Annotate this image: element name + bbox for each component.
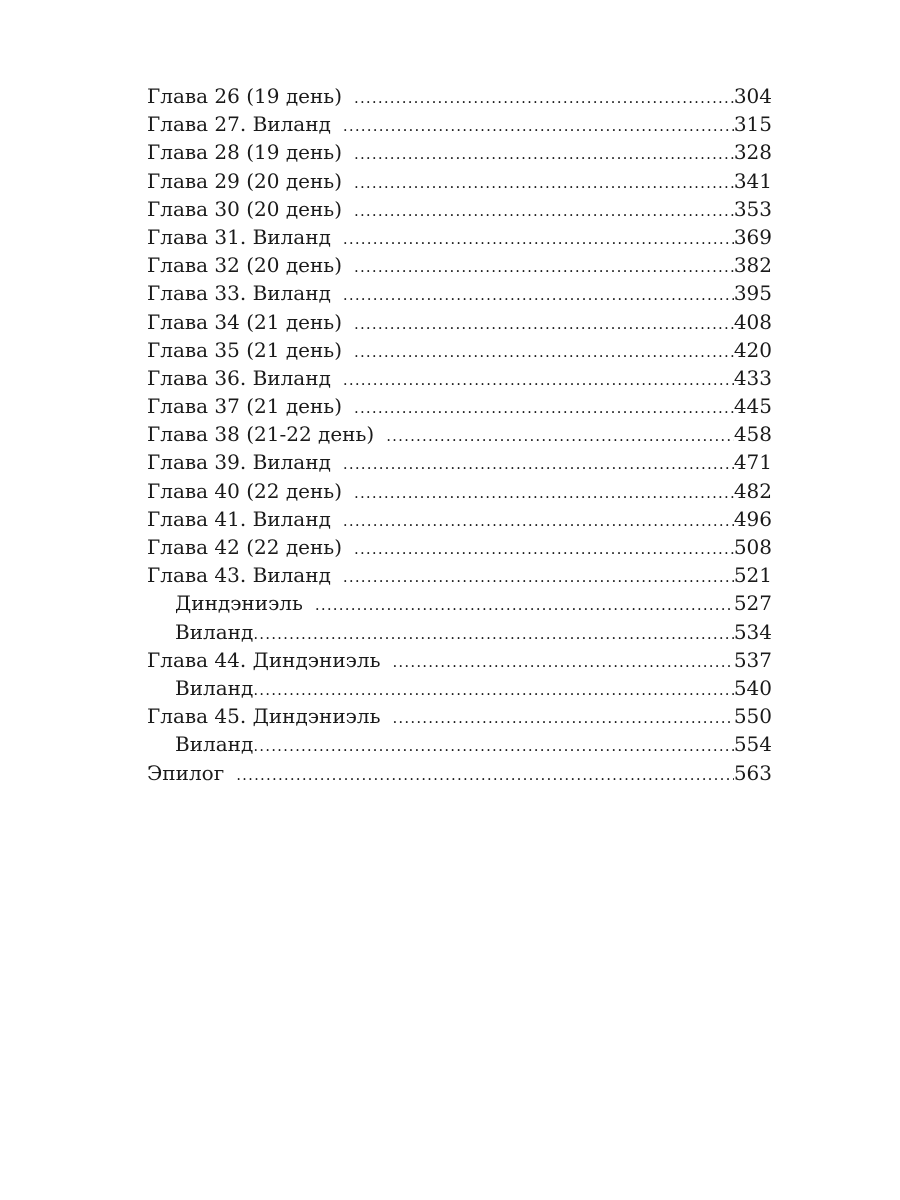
dot-leader	[392, 704, 733, 732]
toc-entry	[147, 561, 772, 589]
toc-entry-page-number: 471	[733, 450, 772, 475]
toc-entry	[147, 195, 772, 223]
toc-entry-title: Глава 43. Виланд	[147, 563, 331, 588]
toc-entry	[147, 82, 772, 110]
toc-entry-page-number: 563	[733, 760, 772, 785]
toc-entry-page-number: 382	[733, 253, 772, 278]
toc-entry-title: Глава 29 (20 день)	[147, 168, 342, 193]
toc-entry-page-number: 534	[733, 619, 772, 644]
toc-entry-page-number: 554	[733, 732, 772, 757]
dot-leader	[354, 479, 734, 507]
dot-leader	[354, 535, 734, 563]
dot-leader	[354, 394, 734, 422]
toc-entry-page-number: 433	[733, 365, 772, 390]
toc-entry-page-number: 315	[733, 112, 772, 137]
dot-leader	[354, 253, 734, 281]
toc-entry-page-number: 395	[733, 281, 772, 306]
dot-leader	[354, 338, 734, 366]
toc-entry	[147, 167, 772, 195]
toc-entry	[147, 392, 772, 420]
toc-entry-title: Глава 27. Виланд	[147, 112, 331, 137]
toc-entry	[147, 702, 772, 730]
toc-entry-title: Диндэниэль	[175, 591, 303, 616]
toc-entry-page-number: 527	[733, 591, 772, 616]
toc-subentry	[147, 674, 772, 702]
dot-leader	[343, 112, 734, 140]
toc-entry-page-number: 304	[733, 84, 772, 108]
toc-entry-title: Глава 38 (21-22 день)	[147, 422, 375, 447]
toc-entry-title: Глава 34 (21 день)	[147, 309, 342, 334]
toc-entry-title: Глава 30 (20 день)	[147, 196, 342, 221]
toc-entry-title: Глава 42 (22 день)	[147, 535, 342, 559]
toc-entry-page-number: 496	[733, 506, 772, 531]
toc-entry	[147, 138, 772, 166]
toc-entry	[147, 110, 772, 138]
toc-entry-title: Глава 31. Виланд	[147, 224, 331, 249]
toc-entry	[147, 505, 772, 533]
toc-entry-page-number: 369	[733, 224, 772, 249]
toc-entry-page-number: 353	[733, 196, 772, 221]
dot-leader	[343, 225, 734, 253]
toc-entry	[147, 251, 772, 279]
toc-entry-title: Виланд	[175, 732, 254, 757]
toc-entry-title: Глава 44. Диндэниэль	[147, 647, 381, 672]
toc-entry	[147, 448, 772, 476]
toc-entry-page-number: 408	[733, 309, 772, 334]
dot-leader	[386, 422, 734, 450]
toc-entry	[147, 279, 772, 307]
toc-entry	[147, 533, 772, 561]
dot-leader	[354, 84, 734, 112]
toc-entry-page-number: 508	[733, 535, 772, 559]
dot-leader	[343, 507, 734, 535]
dot-leader	[236, 761, 734, 789]
toc-entry-title: Глава 33. Виланд	[147, 281, 331, 306]
dot-leader	[354, 140, 734, 168]
toc-entry-title: Глава 40 (22 день)	[147, 478, 342, 503]
toc-entry-title: Глава 28 (19 день)	[147, 140, 342, 165]
toc-entry-title: Глава 32 (20 день)	[147, 253, 342, 278]
toc-entry-title: Глава 36. Виланд	[147, 365, 331, 390]
toc-entry-page-number: 540	[733, 675, 772, 700]
dot-leader	[343, 450, 734, 478]
dot-leader	[343, 563, 734, 591]
dot-leader	[392, 648, 733, 676]
toc-entry-title: Виланд	[175, 675, 254, 700]
toc-entry-page-number: 420	[733, 337, 772, 362]
toc-entry	[147, 759, 772, 787]
toc-entry-page-number: 537	[733, 647, 772, 672]
toc-entry-page-number: 550	[733, 704, 772, 729]
toc-entry-page-number: 341	[733, 168, 772, 193]
toc-entry-title: Глава 37 (21 день)	[147, 394, 342, 419]
toc-entry-title: Виланд	[175, 619, 254, 644]
dot-leader	[315, 591, 734, 619]
toc-entry-title: Глава 41. Виланд	[147, 506, 331, 531]
toc-entry	[147, 308, 772, 336]
dot-leader	[343, 281, 734, 309]
toc-entry-title: Глава 39. Виланд	[147, 450, 331, 475]
dot-leader	[354, 310, 734, 338]
dot-leader	[253, 732, 734, 760]
toc-entry-page-number: 328	[733, 140, 772, 165]
toc-entry-title: Эпилог	[147, 760, 225, 785]
dot-leader	[253, 676, 734, 704]
toc-entry-page-number: 482	[733, 478, 772, 503]
toc-entry	[147, 646, 772, 674]
toc-entry-title: Глава 45. Диндэниэль	[147, 704, 381, 729]
toc-entry	[147, 336, 772, 364]
toc-entry	[147, 420, 772, 448]
dot-leader	[343, 366, 734, 394]
toc-subentry	[147, 589, 772, 617]
dot-leader	[354, 197, 734, 225]
toc-entry-page-number: 521	[733, 563, 772, 588]
toc-entry-title: Глава 35 (21 день)	[147, 337, 342, 362]
toc-subentry	[147, 730, 772, 758]
toc-subentry	[147, 618, 772, 646]
toc-entry-page-number: 458	[733, 422, 772, 447]
toc-entry	[147, 477, 772, 505]
dot-leader	[354, 169, 734, 197]
table-of-contents	[147, 82, 772, 787]
toc-entry	[147, 364, 772, 392]
toc-entry	[147, 223, 772, 251]
toc-entry-page-number: 445	[733, 394, 772, 419]
toc-entry-title: Глава 26 (19 день)	[147, 84, 342, 108]
dot-leader	[253, 620, 734, 648]
